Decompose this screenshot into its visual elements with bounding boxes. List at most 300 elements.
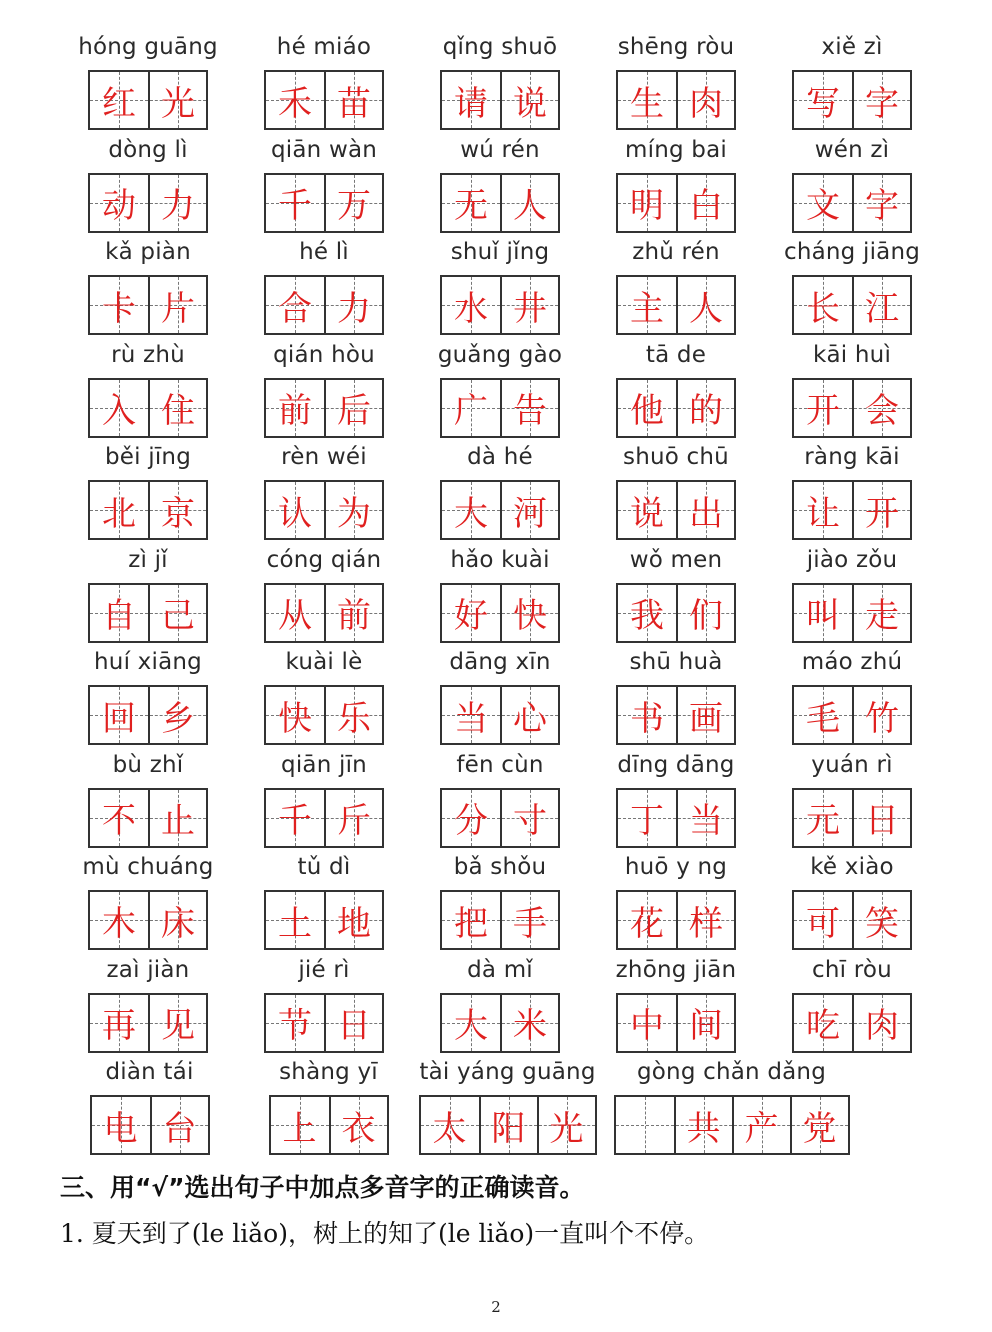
hanzi-character: 木 xyxy=(102,903,136,944)
hanzi-character: 字 xyxy=(865,83,899,124)
word-cell xyxy=(588,953,764,1056)
word-cell xyxy=(412,748,588,851)
tianzige-box xyxy=(90,482,148,538)
word-cell xyxy=(764,748,940,851)
tianzige-box xyxy=(618,175,676,231)
hanzi-character: 会 xyxy=(865,391,899,431)
tianzige-boxes xyxy=(88,993,208,1053)
hanzi-character: 苗 xyxy=(337,83,371,124)
hanzi-character: 井 xyxy=(513,288,547,329)
hanzi-character: 字 xyxy=(865,186,899,226)
word-cell xyxy=(764,440,940,543)
hanzi-character: 手 xyxy=(513,903,547,944)
word-grid xyxy=(60,30,940,1158)
page-number: 2 xyxy=(491,1298,501,1316)
hanzi-character: 光 xyxy=(549,1108,584,1149)
tianzige-boxes xyxy=(792,890,912,950)
hanzi-character: 人 xyxy=(689,288,723,329)
hanzi-character: 开 xyxy=(865,493,899,534)
hanzi-character: 文 xyxy=(806,186,840,226)
word-row xyxy=(60,645,940,748)
tianzige-box xyxy=(150,1097,208,1153)
tianzige-box xyxy=(324,687,382,743)
word-row xyxy=(60,1055,940,1158)
tianzige-boxes xyxy=(440,993,560,1053)
hanzi-character: 可 xyxy=(806,903,840,944)
pinyin-label: guǎng gào xyxy=(437,341,563,368)
tianzige-boxes xyxy=(792,275,912,335)
hanzi-character: 出 xyxy=(689,493,723,534)
tianzige-box xyxy=(852,277,910,333)
pinyin-label: míng bai xyxy=(625,136,727,163)
tianzige-boxes xyxy=(792,70,912,130)
tianzige-box xyxy=(329,1097,387,1153)
tianzige-box xyxy=(324,175,382,231)
tianzige-box xyxy=(852,585,910,641)
tianzige-boxes xyxy=(264,70,384,130)
tianzige-box xyxy=(90,380,148,436)
tianzige-boxes xyxy=(264,890,384,950)
tianzige-boxes xyxy=(440,480,560,540)
word-cell xyxy=(412,235,588,338)
hanzi-character: 快 xyxy=(278,698,312,739)
tianzige-boxes xyxy=(614,1095,850,1155)
pinyin-label: qiān wàn xyxy=(270,136,378,163)
hanzi-character: 力 xyxy=(161,186,195,226)
hanzi-character: 白 xyxy=(689,186,723,226)
tianzige-box xyxy=(676,482,734,538)
pinyin-label: zhǔ rén xyxy=(632,239,720,265)
hanzi-character: 画 xyxy=(689,698,723,739)
pinyin-label: bǎ shǒu xyxy=(453,854,547,880)
hanzi-character: 样 xyxy=(689,903,723,944)
tianzige-box xyxy=(266,892,324,948)
hanzi-character: 节 xyxy=(278,1006,312,1046)
tianzige-boxes xyxy=(616,788,736,848)
hanzi-character: 竹 xyxy=(865,698,899,739)
tianzige-box xyxy=(500,585,558,641)
pinyin-label: chī ròu xyxy=(812,956,892,983)
tianzige-box xyxy=(676,892,734,948)
tianzige-box xyxy=(148,277,206,333)
pinyin-label: wú rén xyxy=(460,136,540,163)
tianzige-box xyxy=(500,277,558,333)
hanzi-character: 长 xyxy=(806,288,840,329)
word-cell xyxy=(60,235,236,338)
hanzi-character: 床 xyxy=(161,903,195,944)
pinyin-label: hé lì xyxy=(299,239,349,265)
pinyin-label: rù zhù xyxy=(111,341,185,368)
tianzige-box xyxy=(479,1097,537,1153)
tianzige-box xyxy=(90,687,148,743)
tianzige-box xyxy=(148,995,206,1051)
hanzi-character: 元 xyxy=(806,801,840,841)
hanzi-character: 前 xyxy=(278,391,312,431)
tianzige-box xyxy=(90,175,148,231)
word-cell xyxy=(236,338,412,441)
word-cell xyxy=(588,440,764,543)
tianzige-boxes xyxy=(440,275,560,335)
pinyin-label: xiě zì xyxy=(821,34,883,60)
tianzige-boxes xyxy=(264,275,384,335)
hanzi-character: 分 xyxy=(454,801,488,841)
tianzige-box xyxy=(852,380,910,436)
tianzige-box xyxy=(618,790,676,846)
pinyin-label: dà mǐ xyxy=(467,956,533,983)
tianzige-box xyxy=(266,380,324,436)
tianzige-box xyxy=(676,995,734,1051)
hanzi-character: 见 xyxy=(161,1006,195,1046)
word-cell xyxy=(60,30,236,133)
word-cell xyxy=(588,30,764,133)
pinyin-label: dà hé xyxy=(467,444,533,470)
word-cell xyxy=(607,1055,856,1158)
tianzige-box xyxy=(618,72,676,128)
word-cell xyxy=(588,338,764,441)
tianzige-box xyxy=(790,1097,848,1153)
tianzige-box xyxy=(674,1097,732,1153)
tianzige-boxes xyxy=(269,1095,389,1155)
word-cell xyxy=(236,953,412,1056)
hanzi-character: 共 xyxy=(686,1108,721,1149)
hanzi-character: 为 xyxy=(337,493,371,534)
pinyin-label: huí xiāng xyxy=(94,649,202,675)
section-title: 三、用“√”选出句子中加点多音字的正确读音。 xyxy=(60,1173,585,1202)
tianzige-boxes xyxy=(264,993,384,1053)
tianzige-box xyxy=(266,175,324,231)
hanzi-character: 认 xyxy=(278,493,312,534)
hanzi-character: 己 xyxy=(161,596,195,636)
word-cell xyxy=(412,850,588,953)
word-cell xyxy=(236,30,412,133)
hanzi-character: 毛 xyxy=(806,698,840,739)
tianzige-boxes xyxy=(792,173,912,233)
hanzi-character: 无 xyxy=(454,186,488,226)
tianzige-boxes xyxy=(88,378,208,438)
word-cell xyxy=(764,850,940,953)
hanzi-character: 肉 xyxy=(689,83,723,124)
hanzi-character: 后 xyxy=(337,391,371,431)
tianzige-boxes xyxy=(90,1095,210,1155)
pinyin-label: ràng kāi xyxy=(804,444,900,470)
tianzige-box xyxy=(794,892,852,948)
hanzi-character: 心 xyxy=(513,698,547,739)
hanzi-character: 写 xyxy=(806,83,840,124)
word-row xyxy=(60,30,940,133)
tianzige-boxes xyxy=(616,275,736,335)
word-cell xyxy=(764,338,940,441)
tianzige-box xyxy=(500,482,558,538)
tianzige-box xyxy=(676,72,734,128)
tianzige-box xyxy=(90,790,148,846)
tianzige-boxes xyxy=(440,583,560,643)
tianzige-box xyxy=(676,380,734,436)
tianzige-box xyxy=(852,790,910,846)
tianzige-box xyxy=(442,380,500,436)
pinyin-label: gòng chǎn dǎng xyxy=(636,1059,827,1085)
pinyin-label: fēn cùn xyxy=(456,751,544,778)
pinyin-label: zì jǐ xyxy=(128,546,168,573)
tianzige-boxes xyxy=(792,583,912,643)
tianzige-box xyxy=(266,72,324,128)
word-cell xyxy=(236,235,412,338)
hanzi-character: 米 xyxy=(513,1006,547,1046)
tianzige-box xyxy=(500,892,558,948)
hanzi-character: 入 xyxy=(102,391,136,431)
pinyin-label: shū huà xyxy=(629,649,723,675)
hanzi-character: 电 xyxy=(103,1108,138,1149)
hanzi-character: 说 xyxy=(513,83,547,124)
hanzi-character: 回 xyxy=(102,698,136,739)
tianzige-box xyxy=(148,380,206,436)
hanzi-character: 卡 xyxy=(102,288,136,329)
hanzi-character: 千 xyxy=(278,186,312,226)
word-cell xyxy=(588,133,764,236)
tianzige-box xyxy=(148,482,206,538)
hanzi-character: 自 xyxy=(102,596,136,636)
tianzige-box xyxy=(618,380,676,436)
hanzi-character: 间 xyxy=(689,1006,723,1046)
tianzige-boxes xyxy=(88,583,208,643)
hanzi-character: 京 xyxy=(161,493,195,534)
word-cell xyxy=(60,338,236,441)
hanzi-character: 止 xyxy=(161,801,195,841)
tianzige-boxes xyxy=(264,480,384,540)
hanzi-character: 走 xyxy=(865,596,899,636)
word-cell xyxy=(60,1055,239,1158)
tianzige-boxes xyxy=(88,173,208,233)
pinyin-label: tài yáng guāng xyxy=(419,1059,596,1085)
hanzi-character: 太 xyxy=(432,1108,467,1149)
word-cell xyxy=(60,133,236,236)
tianzige-boxes xyxy=(616,685,736,745)
word-cell xyxy=(412,543,588,646)
pinyin-label: dòng lì xyxy=(108,136,188,163)
hanzi-character: 前 xyxy=(337,596,371,636)
tianzige-boxes xyxy=(264,788,384,848)
tianzige-box xyxy=(500,790,558,846)
tianzige-box xyxy=(324,892,382,948)
pinyin-label: hóng guāng xyxy=(78,34,218,60)
hanzi-character: 吃 xyxy=(806,1006,840,1046)
word-cell xyxy=(236,543,412,646)
pinyin-label: shàng yī xyxy=(279,1059,378,1085)
hanzi-character xyxy=(616,1097,674,1153)
tianzige-box xyxy=(90,585,148,641)
word-cell xyxy=(412,953,588,1056)
word-cell xyxy=(60,645,236,748)
tianzige-box xyxy=(794,277,852,333)
pinyin-label: hǎo kuài xyxy=(450,546,550,573)
tianzige-box xyxy=(271,1097,329,1153)
hanzi-character: 土 xyxy=(278,903,312,944)
tianzige-box xyxy=(266,790,324,846)
hanzi-character: 请 xyxy=(454,83,488,124)
hanzi-character: 不 xyxy=(102,801,136,841)
tianzige-boxes xyxy=(440,788,560,848)
question-1: 1. 夏天到了(le liǎo)，树上的知了(le liǎo)一直叫个不停。 xyxy=(60,1219,710,1248)
tianzige-boxes xyxy=(792,685,912,745)
word-row xyxy=(60,850,940,953)
hanzi-character: 日 xyxy=(337,1006,371,1046)
word-cell xyxy=(236,645,412,748)
pinyin-label: shēng ròu xyxy=(617,34,735,60)
tianzige-box xyxy=(852,687,910,743)
tianzige-box xyxy=(500,995,558,1051)
tianzige-box xyxy=(266,482,324,538)
hanzi-character: 日 xyxy=(865,801,899,841)
word-cell xyxy=(412,440,588,543)
tianzige-boxes xyxy=(440,173,560,233)
tianzige-box xyxy=(442,482,500,538)
word-cell xyxy=(764,235,940,338)
hanzi-character: 河 xyxy=(513,493,547,534)
tianzige-box xyxy=(266,687,324,743)
word-cell xyxy=(588,850,764,953)
tianzige-box xyxy=(92,1097,150,1153)
pinyin-label: mù chuáng xyxy=(82,854,214,880)
pinyin-label: qián hòu xyxy=(273,341,375,368)
tianzige-box xyxy=(852,175,910,231)
tianzige-box xyxy=(324,72,382,128)
tianzige-boxes xyxy=(440,890,560,950)
word-cell xyxy=(588,543,764,646)
word-row xyxy=(60,440,940,543)
pinyin-label: bù zhǐ xyxy=(112,751,184,778)
tianzige-box xyxy=(442,687,500,743)
tianzige-box xyxy=(148,175,206,231)
pinyin-label: kǎ piàn xyxy=(105,239,191,265)
tianzige-box xyxy=(732,1097,790,1153)
tianzige-box xyxy=(618,995,676,1051)
tianzige-boxes xyxy=(264,685,384,745)
tianzige-boxes xyxy=(88,275,208,335)
hanzi-character: 阳 xyxy=(491,1108,526,1149)
tianzige-boxes xyxy=(440,685,560,745)
tianzige-boxes xyxy=(616,583,736,643)
tianzige-box xyxy=(442,175,500,231)
tianzige-box xyxy=(442,995,500,1051)
tianzige-box xyxy=(794,995,852,1051)
tianzige-box xyxy=(266,277,324,333)
pinyin-label: cóng qián xyxy=(266,546,382,573)
hanzi-character: 好 xyxy=(454,596,488,636)
tianzige-box xyxy=(442,585,500,641)
tianzige-box xyxy=(676,687,734,743)
word-cell xyxy=(412,133,588,236)
tianzige-box xyxy=(676,175,734,231)
pinyin-label: rèn wéi xyxy=(281,444,367,470)
hanzi-character: 千 xyxy=(278,801,312,841)
tianzige-box xyxy=(852,72,910,128)
hanzi-character: 主 xyxy=(630,288,664,329)
pinyin-label: wén zì xyxy=(814,136,890,163)
hanzi-character: 把 xyxy=(454,903,488,944)
pinyin-label: shuō chū xyxy=(623,444,729,470)
tianzige-box xyxy=(618,892,676,948)
hanzi-character: 从 xyxy=(278,596,312,636)
hanzi-character: 住 xyxy=(161,391,195,431)
tianzige-boxes xyxy=(88,890,208,950)
hanzi-character: 生 xyxy=(630,83,664,124)
hanzi-character: 乐 xyxy=(337,698,371,739)
word-row xyxy=(60,748,940,851)
tianzige-box xyxy=(148,585,206,641)
word-cell xyxy=(236,748,412,851)
pinyin-label: kāi huì xyxy=(812,341,892,368)
pinyin-label: qiān jīn xyxy=(281,751,367,778)
pinyin-label: zhōng jiān xyxy=(615,956,737,983)
tianzige-boxes xyxy=(419,1095,597,1155)
hanzi-character: 花 xyxy=(630,903,664,944)
tianzige-box xyxy=(266,995,324,1051)
tianzige-box xyxy=(852,995,910,1051)
tianzige-boxes xyxy=(616,70,736,130)
hanzi-character: 台 xyxy=(162,1108,197,1149)
tianzige-box xyxy=(442,892,500,948)
tianzige-boxes xyxy=(440,378,560,438)
hanzi-character: 快 xyxy=(513,596,547,636)
hanzi-character: 禾 xyxy=(278,83,312,124)
hanzi-character: 让 xyxy=(806,493,840,534)
word-row xyxy=(60,133,940,236)
pinyin-label: dāng xīn xyxy=(449,649,551,675)
word-cell xyxy=(60,850,236,953)
tianzige-box xyxy=(794,687,852,743)
hanzi-character: 再 xyxy=(102,1006,136,1046)
hanzi-character: 广 xyxy=(454,391,488,431)
hanzi-character: 北 xyxy=(102,493,136,534)
pinyin-label: huō y ng xyxy=(624,854,728,880)
tianzige-box xyxy=(442,790,500,846)
tianzige-box xyxy=(324,585,382,641)
tianzige-box xyxy=(618,687,676,743)
tianzige-boxes xyxy=(88,685,208,745)
hanzi-character: 中 xyxy=(630,1006,664,1046)
hanzi-character: 当 xyxy=(454,698,488,739)
tianzige-boxes xyxy=(88,480,208,540)
tianzige-box xyxy=(852,482,910,538)
tianzige-box xyxy=(616,1097,674,1153)
word-cell xyxy=(236,133,412,236)
tianzige-box xyxy=(618,585,676,641)
tianzige-boxes xyxy=(792,788,912,848)
hanzi-character: 大 xyxy=(454,493,488,534)
pinyin-label: tǔ dì xyxy=(297,854,351,880)
hanzi-character: 丁 xyxy=(630,801,664,841)
hanzi-character: 江 xyxy=(865,288,899,329)
hanzi-character: 万 xyxy=(337,186,371,226)
word-cell xyxy=(418,1055,597,1158)
word-cell xyxy=(412,645,588,748)
hanzi-character: 我 xyxy=(630,596,664,636)
tianzige-box xyxy=(852,892,910,948)
tianzige-box xyxy=(500,380,558,436)
hanzi-character: 寸 xyxy=(513,801,547,841)
hanzi-character: 说 xyxy=(630,493,664,534)
word-cell xyxy=(236,850,412,953)
word-cell xyxy=(588,645,764,748)
tianzige-box xyxy=(618,482,676,538)
tianzige-boxes xyxy=(616,993,736,1053)
tianzige-box xyxy=(442,72,500,128)
hanzi-character: 笑 xyxy=(865,903,899,944)
word-cell xyxy=(412,338,588,441)
tianzige-box xyxy=(148,687,206,743)
tianzige-box xyxy=(148,790,206,846)
hanzi-character: 合 xyxy=(278,288,312,329)
tianzige-boxes xyxy=(88,788,208,848)
